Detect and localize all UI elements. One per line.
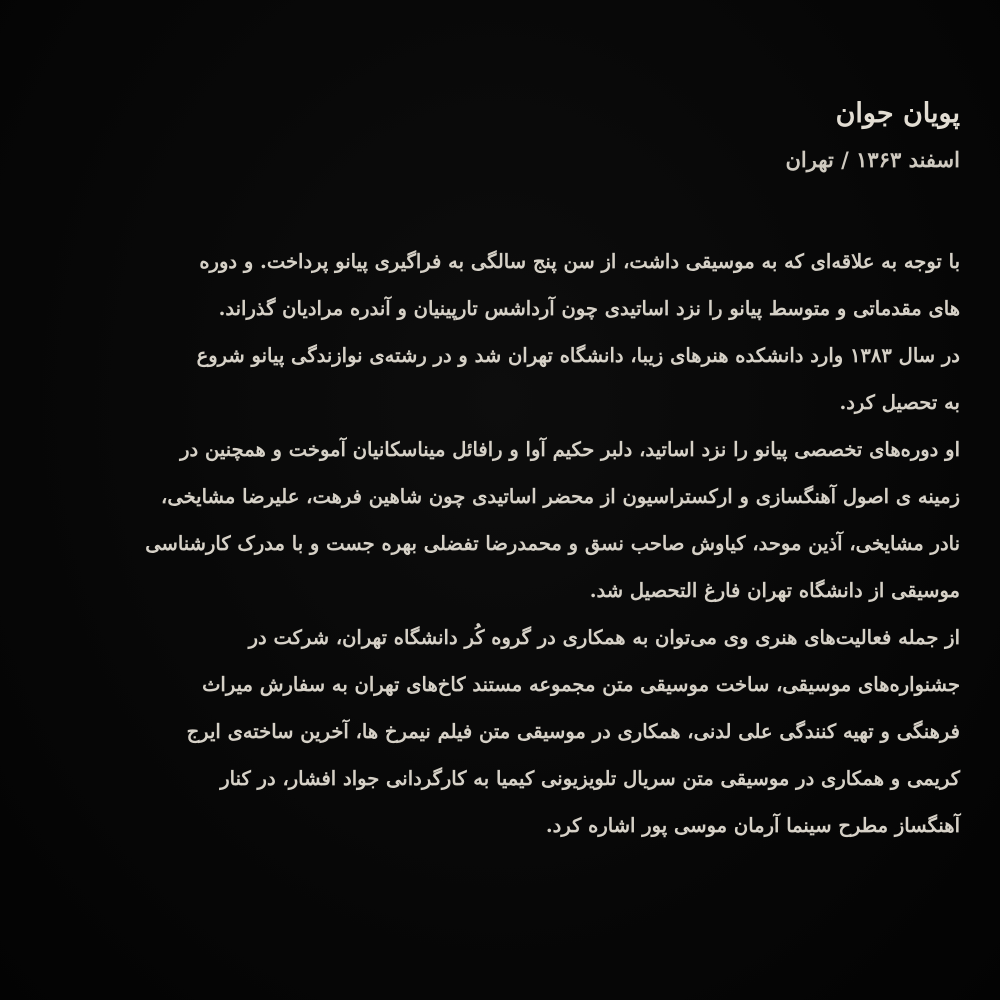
bio-line: او دوره‌های تخصصی پیانو را نزد اساتید، دلبر حکیم آوا و رافائل میناسکانیان آموخت و همچنین در	[180, 438, 960, 461]
bio-line: های مقدماتی و متوسط پیانو را نزد اساتیدی چون آرداشس تارپینیان و آندره مرادیان گذراند.	[218, 297, 960, 320]
birth-date-and-place: اسفند ۱۳۶۳ / تهران	[785, 147, 960, 172]
artist-name: پویان جوان	[835, 98, 960, 129]
bio-line: در سال ۱۳۸۳ وارد دانشکده هنرهای زیبا، دانشگاه تهران شد و در رشته‌ی نوازندگی پیانو شروع	[196, 344, 960, 367]
artist-header	[360, 92, 960, 180]
biography-text	[38, 238, 960, 849]
bio-line: به تحصیل کرد.	[839, 391, 960, 414]
bio-line: با توجه به علاقه‌ای که به موسیقی داشت، از سن پنج سالگی به فراگیری پیانو پرداخت. و دوره	[199, 250, 960, 273]
bio-line: از جمله فعالیت‌های هنری وی می‌توان به همکاری در گروه کُر دانشگاه تهران، شرکت در	[248, 626, 960, 649]
bio-line: زمینه ی اصول آهنگسازی و ارکستراسیون از محضر اساتیدی چون شاهین فرهت، علیرضا مشایخی،	[161, 485, 960, 508]
bio-line: جشنواره‌های موسیقی، ساخت موسیقی متن مجموعه مستند کاخ‌های تهران به سفارش میراث	[202, 673, 960, 696]
bio-line: کریمی و همکاری در موسیقی متن سریال تلویزیونی کیمیا به کارگردانی جواد افشار، در کنار	[220, 767, 960, 790]
bio-line: نادر مشایخی، آذین موحد، کیاوش صاحب نسق و محمدرضا تفضلی بهره جست و با مدرک کارشناسی	[145, 532, 960, 555]
bio-line: موسیقی از دانشگاه تهران فارغ التحصیل شد.	[589, 579, 960, 602]
bio-line: آهنگساز مطرح سینما آرمان موسی پور اشاره کرد.	[545, 814, 960, 837]
bio-line: فرهنگی و تهیه کنندگی علی لدنی، همکاری در موسیقی متن فیلم نیمرخ ها، آخرین ساخته‌ی ایرج	[186, 720, 960, 743]
